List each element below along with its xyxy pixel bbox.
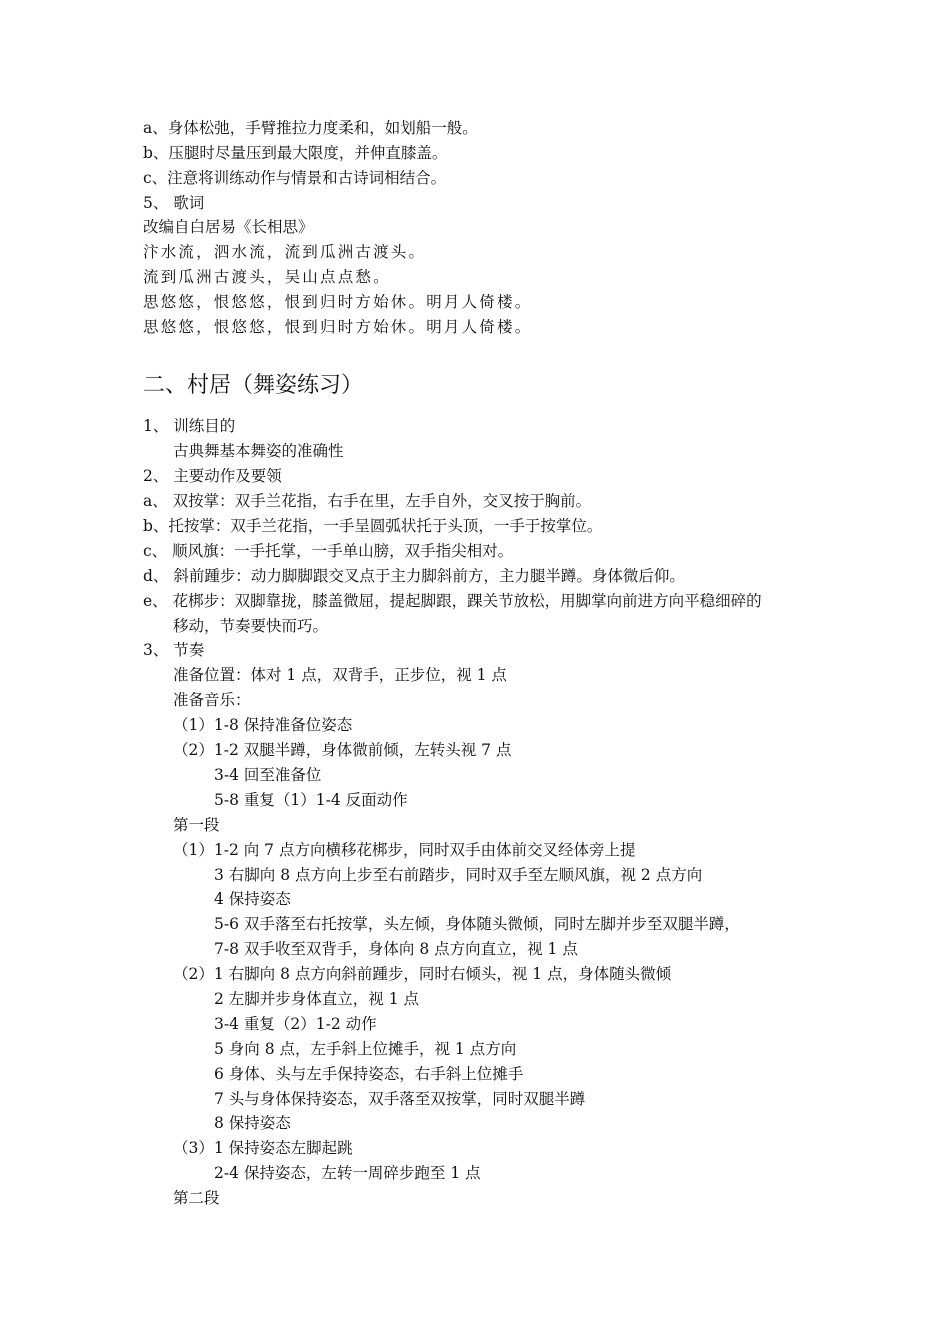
text-line: 7-8 双手收至双背手，身体向 8 点方向直立，视 1 点: [214, 940, 578, 958]
text-line: 3-4 回至准备位: [214, 766, 322, 784]
text-line: b、压腿时尽量压到最大限度，并伸直膝盖。: [143, 144, 448, 162]
text-line: （2）1 右脚向 8 点方向斜前踵步，同时右倾头，视 1 点，身体随头微倾: [173, 965, 672, 983]
text-line: 古典舞基本舞姿的准确性: [173, 442, 344, 460]
text-line: 5 身向 8 点，左手斜上位摊手，视 1 点方向: [214, 1040, 517, 1058]
text-line: （3）1 保持姿态左脚起跳: [173, 1139, 353, 1157]
text-line: 第一段: [173, 816, 220, 834]
text-line: （2）1-2 双腿半蹲，身体微前倾，左转头视 7 点: [173, 741, 512, 759]
text-line: 准备位置：体对 1 点，双背手，正步位，视 1 点: [173, 666, 507, 684]
text-line: d、 斜前踵步：动力脚脚跟交叉点于主力脚斜前方，主力腿半蹲。身体微后仰。: [143, 567, 685, 585]
text-line: （1）1-8 保持准备位姿态: [173, 716, 353, 734]
text-line: 7 头与身体保持姿态，双手落至双按掌，同时双腿半蹲: [214, 1090, 586, 1108]
text-line: 5-8 重复（1）1-4 反面动作: [214, 791, 408, 809]
text-line: 移动，节奏要快而巧。: [173, 617, 329, 635]
text-line: （1）1-2 向 7 点方向横移花梆步，同时双手由体前交叉经体旁上提: [173, 841, 636, 859]
text-line: 8 保持姿态: [214, 1114, 291, 1132]
text-line: 5、 歌词: [143, 194, 205, 212]
text-line: 第二段: [173, 1189, 220, 1207]
text-line: 改编自白居易《长相思》: [143, 218, 314, 236]
text-line: 4 保持姿态: [214, 890, 291, 908]
text-line: 5-6 双手落至右托按掌，头左倾，身体随头微倾，同时左脚并步至双腿半蹲，: [214, 915, 740, 933]
section-heading: 二、村居（舞姿练习）: [143, 373, 364, 398]
text-line: c、 顺风旗：一手托掌，一手单山膀，双手指尖相对。: [143, 542, 514, 560]
text-line: e、 花梆步：双脚靠拢，膝盖微屈，提起脚跟，踝关节放松，用脚掌向前进方向平稳细碎的: [143, 592, 762, 610]
lyric-line: 汴水流，泗水流，流到瓜洲古渡头。: [143, 243, 427, 261]
text-line: 6 身体、头与左手保持姿态，右手斜上位摊手: [214, 1065, 524, 1083]
text-line: 准备音乐：: [173, 691, 251, 709]
text-line: 1、 训练目的: [143, 417, 236, 435]
text-line: 3、 节奏: [143, 641, 205, 659]
text-line: a、 双按掌：双手兰花指，右手在里，左手自外，交叉按于胸前。: [143, 492, 592, 510]
text-line: 2-4 保持姿态，左转一周碎步跑至 1 点: [214, 1164, 481, 1182]
text-line: 2、 主要动作及要领: [143, 467, 282, 485]
text-line: a、身体松弛，手臂推拉力度柔和，如划船一般。: [143, 119, 478, 137]
text-line: 3-4 重复（2）1-2 动作: [214, 1015, 377, 1033]
text-line: c、注意将训练动作与情景和古诗词相结合。: [143, 169, 447, 187]
lyric-line: 思悠悠，恨悠悠，恨到归时方始休。明月人倚楼。: [143, 318, 533, 336]
text-line: b、托按掌：双手兰花指，一手呈圆弧状托于头顶，一手于按掌位。: [143, 517, 603, 535]
text-line: 3 右脚向 8 点方向上步至右前踏步，同时双手至左顺风旗，视 2 点方向: [214, 866, 703, 884]
lyric-line: 流到瓜洲古渡头，吴山点点愁。: [143, 268, 391, 286]
text-line: 2 左脚并步身体直立，视 1 点: [214, 990, 420, 1008]
lyric-line: 思悠悠，恨悠悠，恨到归时方始休。明月人倚楼。: [143, 293, 533, 311]
